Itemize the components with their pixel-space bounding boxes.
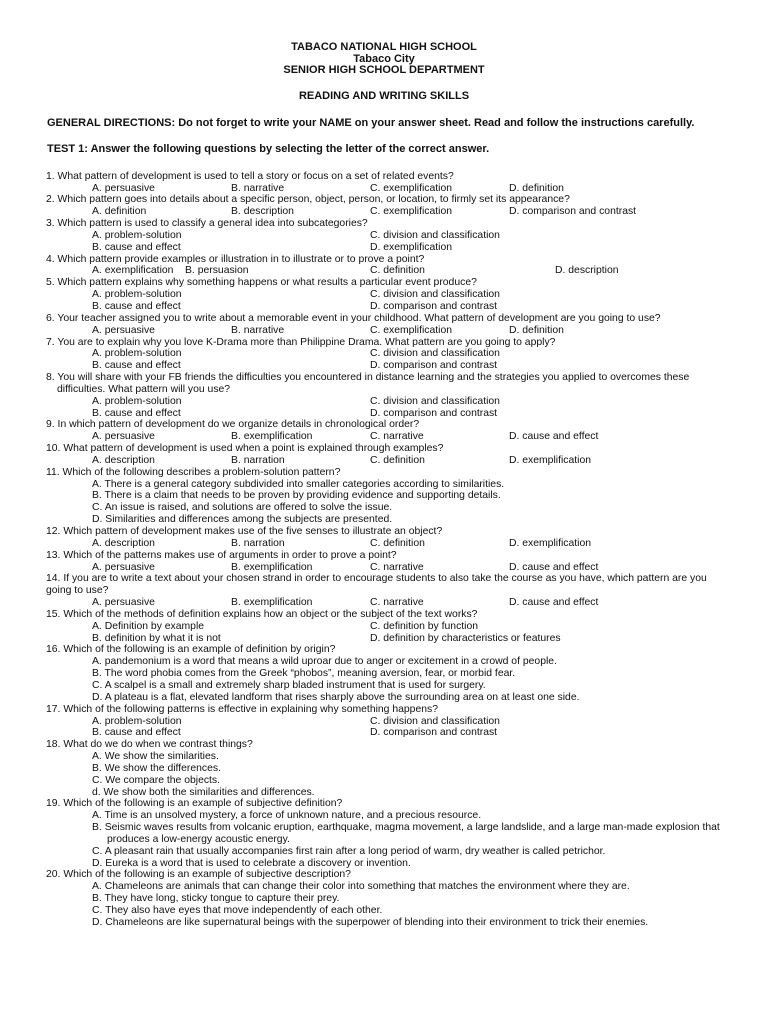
- option-a: A. problem-solution: [92, 715, 182, 727]
- document-header: [0, 42, 768, 102]
- department-name: SENIOR HIGH SCHOOL DEPARTMENT: [283, 64, 485, 76]
- option-d: D. cause and effect: [509, 597, 599, 609]
- option-c: C. division and classification: [370, 348, 500, 360]
- option-d: D. exemplification: [509, 537, 592, 549]
- question-stem: 9. In which pattern of development do we organize details in chronological order?: [46, 419, 420, 431]
- option-d: D. comparison and contrast: [509, 206, 637, 218]
- question-stem: 11. Which of the following describes a problem-solution pattern?: [46, 466, 341, 478]
- option-c: C. division and classification: [370, 715, 500, 727]
- question-4: [46, 254, 724, 278]
- question-stem: 14. If you are to write a text about your chosen strand in order to encourage students to also take the course as you have, which pattern are you: [46, 573, 707, 585]
- option-b: B. They have long, sticky tongue to capture their prey.: [92, 893, 340, 905]
- option-d: D. Chameleons are like supernatural beings with the superpower of blending into their environment to trick their enemies.: [92, 916, 649, 928]
- option-c: C. division and classification: [370, 229, 500, 241]
- option-c: C. definition by function: [370, 620, 479, 632]
- option-d: D. comparison and contrast: [370, 407, 498, 419]
- option-b: B. There is a claim that needs to be proven by providing evidence and supporting details.: [92, 490, 501, 502]
- option-c: C. definition: [370, 265, 425, 277]
- option-b: B. exemplification: [231, 597, 313, 609]
- option-a: A. Time is an unsolved mystery, a force of unknown nature, and a precious resource.: [92, 810, 482, 822]
- test1-instruction: TEST 1: Answer the following questions by selecting the letter of the correct answer.: [47, 142, 490, 155]
- option-c: C. division and classification: [370, 289, 500, 301]
- option-d: D. comparison and contrast: [370, 727, 498, 739]
- question-16: [46, 644, 724, 703]
- option-b: B. narrative: [231, 324, 285, 336]
- option-b: B. description: [231, 206, 294, 218]
- option-b: B. narration: [231, 454, 285, 466]
- question-5: [46, 277, 724, 313]
- question-stem-continued: going to use?: [46, 585, 109, 597]
- option-d: D. comparison and contrast: [370, 360, 498, 372]
- question-15: [46, 609, 724, 645]
- option-a: A. Chameleons are animals that can change their color into something that matches the environment where they are.: [92, 881, 630, 893]
- question-10: [46, 443, 724, 467]
- option-a: A. problem-solution: [92, 348, 182, 360]
- option-a: A. persuasive: [92, 561, 155, 573]
- option-c: C. exemplification: [370, 206, 453, 218]
- question-stem: 20. Which of the following is an example of subjective description?: [46, 869, 351, 881]
- question-stem: 5. Which pattern explains why something happens or what results a particular event produce?: [46, 277, 477, 289]
- question-list: [46, 171, 724, 929]
- option-b: B. definition by what it is not: [92, 632, 221, 644]
- question-9: [46, 419, 724, 443]
- option-a: A. exemplification: [92, 265, 174, 277]
- option-b: B. cause and effect: [92, 407, 181, 419]
- question-stem: 19. Which of the following is an example of subjective definition?: [46, 798, 343, 810]
- option-b: B. We show the differences.: [92, 762, 221, 774]
- question-stem: 16. Which of the following is an example of definition by origin?: [46, 644, 336, 656]
- option-c: C. We compare the objects.: [92, 774, 221, 786]
- option-a: A. definition: [92, 206, 147, 218]
- option-d: D. definition: [509, 324, 564, 336]
- question-12: [46, 526, 724, 550]
- option-c: C. A pleasant rain that usually accompanies first rain after a long period of warm, dry weather is called petrichor.: [92, 845, 606, 857]
- option-c: C. exemplification: [370, 324, 453, 336]
- question-19: [46, 798, 724, 869]
- school-name: TABACO NATIONAL HIGH SCHOOL: [291, 41, 477, 53]
- question-stem: 13. Which of the patterns makes use of arguments in order to prove a point?: [46, 549, 397, 561]
- question-6: [46, 313, 724, 337]
- option-c: C. narrative: [370, 561, 424, 573]
- option-a: A. persuasive: [92, 182, 155, 194]
- option-d: D. description: [555, 265, 619, 277]
- option-c: C. definition: [370, 454, 425, 466]
- option-b: B. The word phobia comes from the Greek “phobos”, meaning aversion, fear, or morbid fear.: [92, 668, 516, 680]
- option-c: C. exemplification: [370, 182, 453, 194]
- option-d: D. Eureka is a word that is used to celebrate a discovery or invention.: [92, 857, 411, 869]
- question-stem: 4. Which pattern provide examples or illustration in to illustrate or to prove a point?: [46, 253, 425, 265]
- question-stem: 3. Which pattern is used to classify a general idea into subcategories?: [46, 218, 368, 230]
- option-d: D. definition: [509, 182, 564, 194]
- school-city: Tabaco City: [353, 52, 415, 65]
- question-stem: 10. What pattern of development is used when a point is explained through examples?: [46, 443, 444, 455]
- question-18: [46, 739, 724, 798]
- option-a: A. There is a general category subdivided into smaller categories according to similarities.: [92, 478, 505, 490]
- question-stem: 1. What pattern of development is used to tell a story or focus on a set of related events?: [46, 170, 454, 182]
- option-d: D. comparison and contrast: [370, 300, 498, 312]
- question-stem: 12. Which pattern of development makes use of the five senses to illustrate an object?: [46, 526, 443, 537]
- option-a: A. description: [92, 537, 155, 549]
- option-b: B. narrative: [231, 182, 285, 194]
- option-d: D. cause and effect: [509, 431, 599, 443]
- subject-title: READING AND WRITING SKILLS: [298, 89, 470, 102]
- question-1: [46, 171, 724, 195]
- option-c: C. They also have eyes that move independently of each other.: [92, 905, 383, 916]
- option-b: B. narration: [231, 537, 285, 549]
- option-b: B. exemplification: [231, 561, 313, 573]
- question-stem: 15. Which of the methods of definition explains how an object or the subject of the text works?: [46, 608, 478, 620]
- option-a: A. persuasive: [92, 597, 155, 609]
- option-d: D. exemplification: [509, 454, 592, 466]
- option-c: C. definition: [370, 537, 425, 549]
- option-a: A. persuasive: [92, 324, 155, 336]
- question-14: [46, 573, 724, 609]
- question-17: [46, 704, 724, 740]
- option-a: A. pandemonium is a word that means a wild uproar due to anger or excitement in a crowd of people.: [92, 656, 557, 668]
- question-stem: 17. Which of the following patterns is effective in explaining why something happens?: [46, 703, 438, 715]
- option-c: C. narrative: [370, 431, 424, 443]
- question-stem: 8. You will share with your FB friends the difficulties you encountered in distance learning and the strategies you applied to overcomes these: [46, 372, 690, 384]
- option-a: A. description: [92, 454, 155, 466]
- option-b: B. cause and effect: [92, 360, 181, 372]
- question-8: [46, 372, 724, 419]
- option-a: A. problem-solution: [92, 289, 182, 301]
- option-d: d. We show both the similarities and differences.: [92, 786, 315, 798]
- question-11: [46, 467, 724, 526]
- option-d: D. exemplification: [370, 241, 453, 253]
- question-stem-continued: difficulties. What pattern will you use?: [57, 383, 231, 395]
- option-d: D. A plateau is a flat, elevated landform that rises sharply above the surrounding area on at least one side.: [92, 691, 580, 703]
- option-d: D. Similarities and differences among the subjects are presented.: [92, 514, 393, 526]
- option-a: A. problem-solution: [92, 395, 182, 407]
- option-c: C. A scalpel is a small and extremely sharp bladed instrument that is used for surgery.: [92, 679, 486, 691]
- general-directions: GENERAL DIRECTIONS: Do not forget to write your NAME on your answer sheet. Read and follow the instructions carefully.: [47, 117, 695, 129]
- question-3: [46, 218, 724, 254]
- option-b: B. persuasion: [185, 265, 249, 277]
- option-b: B. cause and effect: [92, 300, 181, 312]
- option-d: D. cause and effect: [509, 561, 599, 573]
- option-c: C. An issue is raised, and solutions are offered to solve the issue.: [92, 502, 393, 514]
- question-13: [46, 550, 724, 574]
- option-a: A. Definition by example: [92, 620, 205, 632]
- question-stem: 18. What do we do when we contrast things?: [46, 739, 253, 751]
- option-b: B. Seismic waves results from volcanic eruption, earthquake, magma movement, a large landslide, and a large man-made explosion that produces a low-energy acoustic energy.: [92, 822, 720, 845]
- option-a: A. persuasive: [92, 431, 155, 443]
- question-stem: 7. You are to explain why you love K-Drama more than Philippine Drama. What pattern are you going to apply?: [46, 336, 556, 348]
- option-c: C. division and classification: [370, 395, 500, 407]
- question-7: [46, 337, 724, 373]
- option-a: A. We show the similarities.: [92, 751, 219, 763]
- question-stem: 2. Which pattern goes into details about a specific person, object, person, or location, to firmly set its appearance?: [46, 194, 570, 206]
- question-20: [46, 869, 724, 928]
- option-b: B. cause and effect: [92, 727, 181, 739]
- option-b: B. cause and effect: [92, 241, 181, 253]
- option-d: D. definition by characteristics or features: [370, 632, 561, 644]
- option-b: B. exemplification: [231, 431, 313, 443]
- question-stem: 6. Your teacher assigned you to write about a memorable event in your childhood. What pattern of development are you going to use?: [46, 312, 661, 324]
- option-c: C. narrative: [370, 597, 424, 609]
- option-a: A. problem-solution: [92, 229, 182, 241]
- question-2: [46, 194, 724, 218]
